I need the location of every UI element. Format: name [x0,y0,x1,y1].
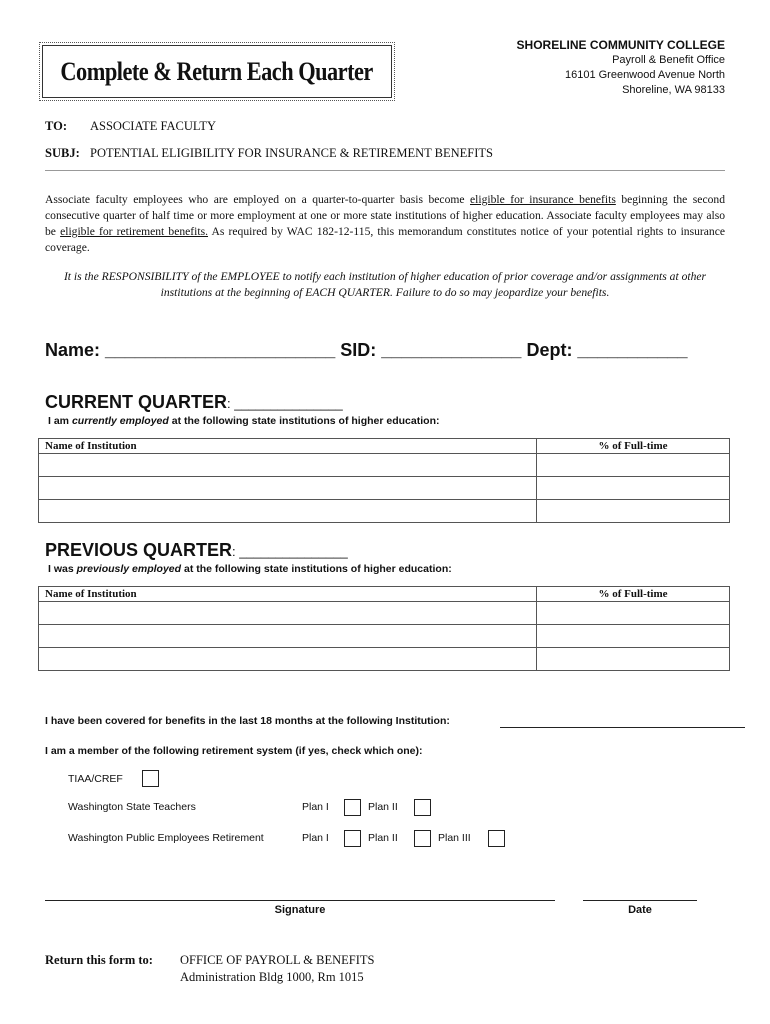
memo-divider [45,170,725,171]
table-header-row [39,587,730,602]
form-title: Complete & Return Each Quarter [60,56,374,86]
return-line-2: Administration Bldg 1000, Rm 1015 [180,970,364,984]
wst-plan1-checkbox[interactable] [344,799,361,816]
current-sub-em: currently employed [71,415,169,427]
employee-fields [45,340,688,361]
percent-cell[interactable] [537,454,730,477]
wpe-plan3-checkbox[interactable] [488,830,505,847]
institution-cell[interactable] [39,454,537,477]
dept-field[interactable]: Dept: ___________ [521,340,688,360]
memo-subj-label: SUBJ: [45,146,80,160]
paragraph-text-1: Associate faculty employees who are employed on a quarter-to-quarter basis become [45,193,471,206]
date-label: Date [628,904,652,916]
percent-cell[interactable] [537,648,730,671]
memo-subj-value: POTENTIAL ELIGIBILITY FOR INSURANCE & RETIREMENT BENEFITS [90,146,493,160]
table-row [39,500,730,523]
college-address [517,38,725,98]
memo-subject [45,146,493,161]
wpe-plan2-checkbox[interactable] [414,830,431,847]
memo-to-value: ASSOCIATE FACULTY [90,119,217,133]
signature-field[interactable] [45,900,555,901]
institution-cell[interactable] [39,477,537,500]
col-percent-fulltime: % of Full-time [537,587,730,602]
wpe-label: Washington Public Employees Retirement [68,832,264,844]
sid-field[interactable]: SID: ______________ [335,340,522,360]
col-institution-name: Name of Institution [39,439,537,454]
previous-institutions-table [38,586,730,671]
wpe-plan3-label: Plan III [438,832,471,844]
return-label: Return this form to: [45,953,153,967]
current-quarter-instruction [48,415,439,427]
previous-sub-em: previously employed [76,563,182,575]
responsibility-note: It is the RESPONSIBILITY of the EMPLOYEE to notify each institution of higher education of prior coverage and/or assignments at other institutions at the beginning of EACH QUARTER. Failure to do so may jeopardize your benefits. [63,270,707,299]
table-row [39,477,730,500]
wpe-plan1-checkbox[interactable] [344,830,361,847]
memo-to-label: TO: [45,119,67,133]
current-quarter-heading [45,392,343,413]
paragraph-text-2: beginning the second consecutive quarter of half time or more employment at one or more state institutions of higher education. Associate faculty employees may also be [45,193,725,238]
current-sub-a: I am [48,415,72,427]
date-field[interactable] [583,900,697,901]
signature-label: Signature [274,904,326,916]
street-address: 16101 Greenwood Avenue North [564,69,725,81]
tiaa-checkbox[interactable] [142,770,159,787]
previous-quarter-field[interactable]: : _______________ [232,544,348,559]
institution-cell[interactable] [39,648,537,671]
previous-sub-b: at the following state institutions of higher education: [181,563,452,575]
name-field[interactable]: Name: _______________________ [45,340,336,360]
return-line-1: OFFICE OF PAYROLL & BENEFITS [180,953,375,967]
previous-quarter-instruction [48,563,452,575]
col-institution-name: Name of Institution [39,587,537,602]
current-institutions-table [38,438,730,523]
retirement-question: I am a member of the following retirement system (if yes, check which one): [45,745,423,757]
coverage-question: I have been covered for benefits in the last 18 months at the following Institution: [45,715,450,727]
form-title-stamp [42,45,392,98]
wst-plan2-label: Plan II [368,801,398,813]
institution-cell[interactable] [39,500,537,523]
city-address: Shoreline, WA 98133 [622,84,725,96]
return-address [45,952,375,986]
table-row [39,625,730,648]
wpe-plan1-label: Plan I [302,832,329,844]
wst-plan2-checkbox[interactable] [414,799,431,816]
wst-plan1-label: Plan I [302,801,329,813]
current-sub-b: at the following state institutions of higher education: [168,415,440,427]
table-header-row [39,439,730,454]
college-name: SHORELINE COMMUNITY COLLEGE [516,38,725,52]
table-row [39,454,730,477]
institution-cell[interactable] [39,625,537,648]
previous-quarter-heading [45,540,348,561]
current-quarter-field[interactable]: : _______________ [227,396,343,411]
memo-to [45,119,216,134]
percent-cell[interactable] [537,477,730,500]
col-percent-fulltime: % of Full-time [537,439,730,454]
percent-cell[interactable] [537,500,730,523]
eligibility-paragraph [45,192,725,256]
office-name: Payroll & Benefit Office [612,54,725,66]
paragraph-text-3: As required by WAC 182-12-115, this memorandum constitutes notice of your potential rights to insurance coverage. [45,225,725,254]
wpe-plan2-label: Plan II [368,832,398,844]
insurance-eligibility-text: eligible for insurance benefits [470,193,616,206]
previous-quarter-title: PREVIOUS QUARTER [45,540,233,560]
table-row [39,648,730,671]
retirement-eligibility-text: eligible for retirement benefits. [60,225,209,238]
tiaa-label: TIAA/CREF [68,773,123,785]
coverage-institution-field[interactable] [500,727,745,728]
percent-cell[interactable] [537,625,730,648]
current-quarter-title: CURRENT QUARTER [45,392,227,412]
institution-cell[interactable] [39,602,537,625]
percent-cell[interactable] [537,602,730,625]
previous-sub-a: I was [48,563,77,575]
wst-label: Washington State Teachers [68,801,196,813]
table-row [39,602,730,625]
